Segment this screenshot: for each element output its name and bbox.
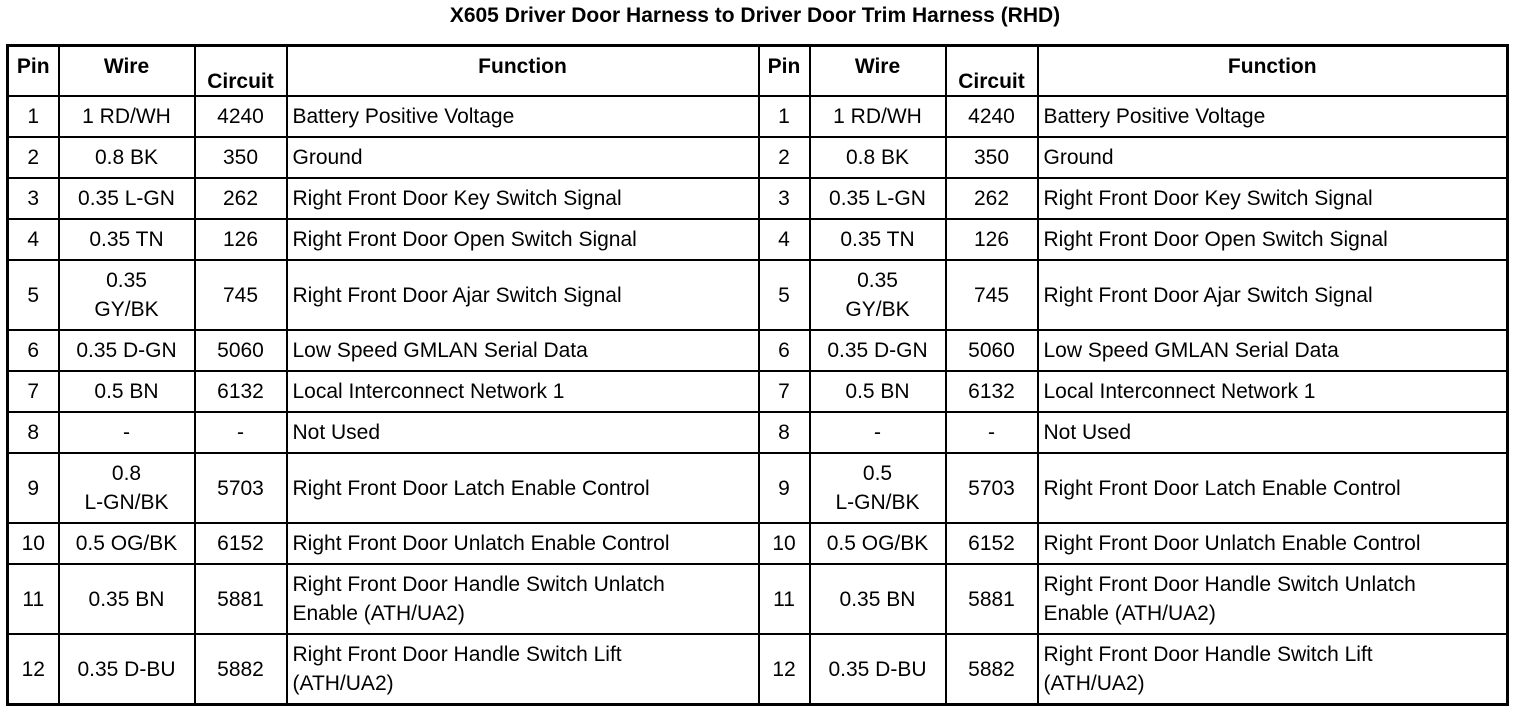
table-row [8,453,1508,523]
function-cell-line: Right Front Door Open Switch Signal [1043,228,1388,251]
function-cell-line: Right Front Door Ajar Switch Signal [1043,283,1373,307]
header-circuit: Circuit [946,46,1038,97]
function-cell-line: Right Front Door Latch Enable Control [1043,476,1401,500]
circuit-cell: 4240 [946,96,1038,137]
function-cell [1038,453,1508,523]
header-wire: Wire [59,46,195,97]
wire-cell [59,260,195,330]
pin-cell: 1 [759,96,810,137]
pin-cell: 4 [8,219,59,260]
wire-cell-line: GY/BK [94,298,159,321]
pin-cell: 6 [8,330,59,371]
pin-cell: 11 [8,564,59,634]
function-cell [287,453,759,523]
pin-cell: 6 [759,330,810,371]
pin-cell: 12 [8,634,59,705]
function-cell [287,260,759,330]
wire-cell-line: 0.35 D-BU [828,657,927,681]
function-cell [1038,96,1508,137]
function-cell-line: Right Front Door Key Switch Signal [1043,187,1373,210]
circuit-cell: - [195,412,287,453]
wire-cell-line: GY/BK [845,298,910,321]
header-row [8,46,1508,97]
wire-cell [810,96,946,137]
wire-cell-line: L-GN/BK [84,491,169,514]
wire-cell-line: 0.5 [862,462,893,485]
pin-cell: 4 [759,219,810,260]
table-row [8,137,1508,178]
wire-cell [59,371,195,412]
pin-cell: 10 [759,523,810,564]
pin-cell: 3 [8,178,59,219]
table-row [8,523,1508,564]
wire-cell-line: L-GN/BK [835,491,920,514]
wire-cell [810,137,946,178]
wire-cell [810,371,946,412]
pin-cell: 2 [759,137,810,178]
circuit-cell: 126 [946,219,1038,260]
wire-cell [810,178,946,219]
function-cell-line: Right Front Door Handle Switch Unlatch [292,573,665,596]
table-row [8,330,1508,371]
wire-cell-line: 0.35 BN [88,587,165,611]
function-cell-line: Right Front Door Ajar Switch Signal [292,283,622,307]
function-cell [287,634,759,705]
wire-cell [59,330,195,371]
function-cell [287,137,759,178]
circuit-cell: 126 [195,219,287,260]
circuit-cell: 6152 [195,523,287,564]
wire-cell-line: 0.8 [111,462,142,485]
function-cell [1038,412,1508,453]
table-row [8,260,1508,330]
pin-cell: 3 [759,178,810,219]
wire-cell [810,330,946,371]
wire-cell-line: 0.35 D-GN [76,339,177,362]
header-pin: Pin [8,46,59,97]
wire-cell [59,523,195,564]
function-cell-line: Battery Positive Voltage [292,105,515,128]
function-cell-line: Not Used [1043,421,1132,444]
wire-cell [59,634,195,705]
circuit-cell: 4240 [195,96,287,137]
circuit-cell: 5881 [195,564,287,634]
circuit-cell: 745 [946,260,1038,330]
pin-cell: 11 [759,564,810,634]
wire-cell-line: 0.35 D-GN [827,339,928,362]
circuit-cell: 5882 [946,634,1038,705]
circuit-cell: 350 [195,137,287,178]
function-cell [287,523,759,564]
function-cell-line: Right Front Door Key Switch Signal [292,187,622,210]
header-wire: Wire [810,46,946,97]
wire-cell [810,219,946,260]
circuit-cell: - [946,412,1038,453]
function-cell-line: Local Interconnect Network 1 [292,380,565,403]
pin-cell: 5 [759,260,810,330]
function-cell [1038,564,1508,634]
function-cell-line: Not Used [292,421,381,444]
wire-cell-line: 0.35 L-GN [78,187,175,210]
circuit-cell: 5703 [195,453,287,523]
circuit-cell: 5060 [195,330,287,371]
function-cell-line: Low Speed GMLAN Serial Data [292,339,588,362]
pin-cell: 9 [8,453,59,523]
wire-cell [810,523,946,564]
wire-cell-line: 0.5 OG/BK [826,532,929,555]
wire-cell-line: 0.5 BN [845,380,910,403]
table-row [8,564,1508,634]
function-cell-line: Ground [1043,146,1114,169]
function-cell [1038,523,1508,564]
wire-cell-line: 0.35 TN [89,228,164,251]
wire-cell-line: 0.35 L-GN [829,187,926,210]
wire-cell-line: - [874,421,881,444]
wire-cell-line: 0.35 TN [840,228,915,251]
page-title: X605 Driver Door Harness to Driver Door Trim Harness (RHD) [449,4,1061,27]
function-cell [1038,260,1508,330]
table-row [8,96,1508,137]
function-cell-line: Right Front Door Unlatch Enable Control [292,532,670,555]
wire-cell-line: 0.35 [857,269,898,292]
function-cell-line: (ATH/UA2) [292,672,394,695]
function-cell [287,564,759,634]
pin-cell: 2 [8,137,59,178]
function-cell-line: Right Front Door Open Switch Signal [292,228,637,251]
wire-cell-line: 0.8 BK [845,146,910,169]
function-cell-line: Ground [292,146,363,169]
function-cell-line: Right Front Door Handle Switch Unlatch [1043,573,1416,596]
pin-rows [8,96,1508,705]
wire-cell-line: 0.5 OG/BK [75,532,178,555]
function-cell-line: Local Interconnect Network 1 [1043,380,1316,403]
wire-cell [59,453,195,523]
connector-pinout-table [6,44,1509,706]
pin-cell: 12 [759,634,810,705]
function-cell [1038,330,1508,371]
header-function: Function [287,46,759,97]
wire-cell [59,219,195,260]
circuit-cell: 6132 [946,371,1038,412]
function-cell-line: Enable (ATH/UA2) [1043,602,1216,625]
function-cell [287,96,759,137]
function-cell [287,371,759,412]
wire-cell-line: 0.5 BN [94,380,159,403]
circuit-cell: 6152 [946,523,1038,564]
wire-cell [810,564,946,634]
wire-cell-line: 0.8 BK [94,146,159,169]
function-cell [1038,137,1508,178]
circuit-cell: 5703 [946,453,1038,523]
header-function: Function [1038,46,1508,97]
circuit-cell: 262 [195,178,287,219]
table-row [8,371,1508,412]
pin-cell: 5 [8,260,59,330]
function-cell-line: Right Front Door Latch Enable Control [292,476,650,500]
circuit-cell: 5060 [946,330,1038,371]
pin-cell: 9 [759,453,810,523]
table-row [8,634,1508,705]
function-cell [287,219,759,260]
circuit-cell: 262 [946,178,1038,219]
wire-cell-line: 0.35 [106,269,147,292]
pin-cell: 7 [759,371,810,412]
function-cell-line: Low Speed GMLAN Serial Data [1043,339,1339,362]
wire-cell [810,260,946,330]
circuit-cell: 5881 [946,564,1038,634]
wire-cell [59,178,195,219]
wire-cell [59,96,195,137]
wire-cell [59,137,195,178]
function-cell [287,330,759,371]
function-cell-line: Right Front Door Handle Switch Lift [292,643,622,666]
header-pin: Pin [759,46,810,97]
circuit-cell: 350 [946,137,1038,178]
function-cell-line: Right Front Door Unlatch Enable Control [1043,532,1421,555]
function-cell [1038,634,1508,705]
wire-cell [59,564,195,634]
function-cell-line: Battery Positive Voltage [1043,105,1266,128]
pin-cell: 8 [759,412,810,453]
function-cell-line: Enable (ATH/UA2) [292,602,465,625]
function-cell [1038,178,1508,219]
wire-cell [810,453,946,523]
wire-cell [810,412,946,453]
wire-cell [59,412,195,453]
table-row [8,178,1508,219]
function-cell-line: Right Front Door Handle Switch Lift [1043,643,1373,666]
function-cell [1038,219,1508,260]
function-cell-line: (ATH/UA2) [1043,672,1145,695]
wire-cell-line: 0.35 D-BU [77,657,176,681]
circuit-cell: 5882 [195,634,287,705]
wire-cell-line: 1 RD/WH [833,105,922,128]
table-row [8,219,1508,260]
function-cell [1038,371,1508,412]
circuit-cell: 6132 [195,371,287,412]
wire-cell-line: 1 RD/WH [82,105,171,128]
table-row [8,412,1508,453]
pin-cell: 10 [8,523,59,564]
wire-cell-line: - [123,421,130,444]
wire-cell-line: 0.35 BN [839,587,916,611]
pin-cell: 1 [8,96,59,137]
circuit-cell: 745 [195,260,287,330]
function-cell [287,178,759,219]
function-cell [287,412,759,453]
wire-cell [810,634,946,705]
pin-cell: 7 [8,371,59,412]
header-circuit: Circuit [195,46,287,97]
pin-cell: 8 [8,412,59,453]
